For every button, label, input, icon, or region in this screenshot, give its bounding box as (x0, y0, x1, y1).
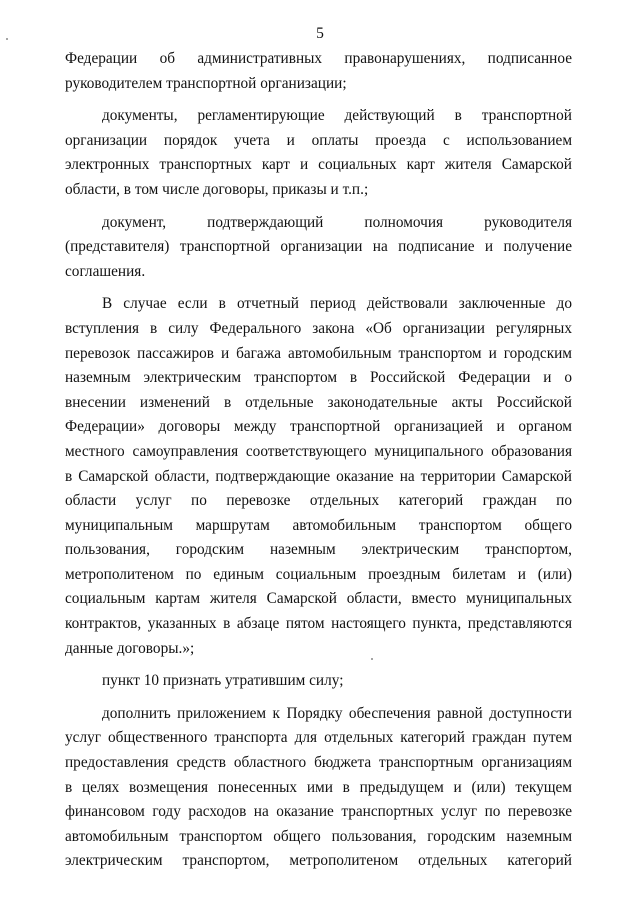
text-line: контрактов, указанных в абзаце пятом настоящего пункта, представляются (65, 615, 572, 633)
text-line: социальным картам жителя Самарской области, вместо муниципальных (65, 590, 572, 608)
paragraph (65, 104, 572, 202)
text-line: автомобильным транспортом общего пользования, городским наземным (65, 827, 572, 845)
text-line: пункт 10 признать утратившим силу; (102, 672, 344, 690)
text-line: муниципальным маршрутам автомобильным транспортом общего (65, 516, 572, 534)
document-body (65, 47, 572, 874)
text-line: в целях возмещения понесенных ими в предыдущем и (или) текущем (65, 778, 572, 796)
paragraph (65, 211, 572, 285)
text-line: дополнить приложением к Порядку обеспечения равной доступности (102, 704, 572, 722)
text-line: области услуг по перевозке отдельных категорий граждан по (65, 492, 572, 510)
text-line: В случае если в отчетный период действовали заключенные до (102, 295, 572, 313)
text-line: документ, подтверждающий полномочия руководителя (102, 213, 572, 231)
paragraph (65, 669, 572, 694)
paragraph (65, 47, 572, 96)
text-line: внесении изменений в отдельные законодательные акты Российской (65, 393, 572, 411)
text-line: соглашения. (65, 262, 146, 280)
text-line: Федерации» договоры между транспортной организацией и органом (65, 418, 572, 436)
text-line: (представителя) транспортной организации на подписание и получение (65, 238, 572, 256)
text-line: документы, регламентирующие действующий в транспортной (102, 107, 572, 125)
text-line: в Самарской области, подтверждающие оказание на территории Самарской (65, 467, 572, 485)
text-line: финансовом году расходов на оказание транспортных услуг по перевозке (65, 803, 572, 821)
paragraph (65, 292, 572, 661)
text-line: Федерации об административных правонарушениях, подписанное (65, 50, 572, 67)
page-number: 5 (316, 25, 324, 42)
text-line: услуг общественного транспорта для отдельных категорий граждан путем (65, 729, 572, 747)
text-line: организации порядок учета и оплаты проезда с использованием (65, 131, 572, 149)
text-line: области, в том числе договоры, приказы и т.п.; (65, 180, 369, 198)
text-line: перевозок пассажиров и багажа автомобильным транспортом и городским (65, 344, 572, 362)
text-line: метрополитеном по единым социальным проездным билетам и (или) (65, 565, 572, 583)
scan-speck (6, 38, 8, 40)
text-line: электрическим транспортом, метрополитеном отдельных категорий (65, 852, 572, 870)
scan-speck (371, 658, 373, 660)
text-line: вступления в силу Федерального закона «Об организации регулярных (65, 319, 572, 337)
text-line: наземным электрическим транспортом в Российской Федерации и о (65, 369, 572, 387)
text-line: электронных транспортных карт и социальных карт жителя Самарской (65, 156, 572, 174)
paragraph (65, 702, 572, 874)
text-line: предоставления средств областного бюджета транспортным организациям (65, 754, 572, 772)
text-line: руководителем транспортной организации; (65, 74, 347, 92)
text-line: пользования, городским наземным электрическим транспортом, (65, 541, 572, 559)
text-line: данные договоры.»; (65, 639, 195, 657)
text-line: местного самоуправления соответствующего муниципального образования (65, 442, 572, 460)
